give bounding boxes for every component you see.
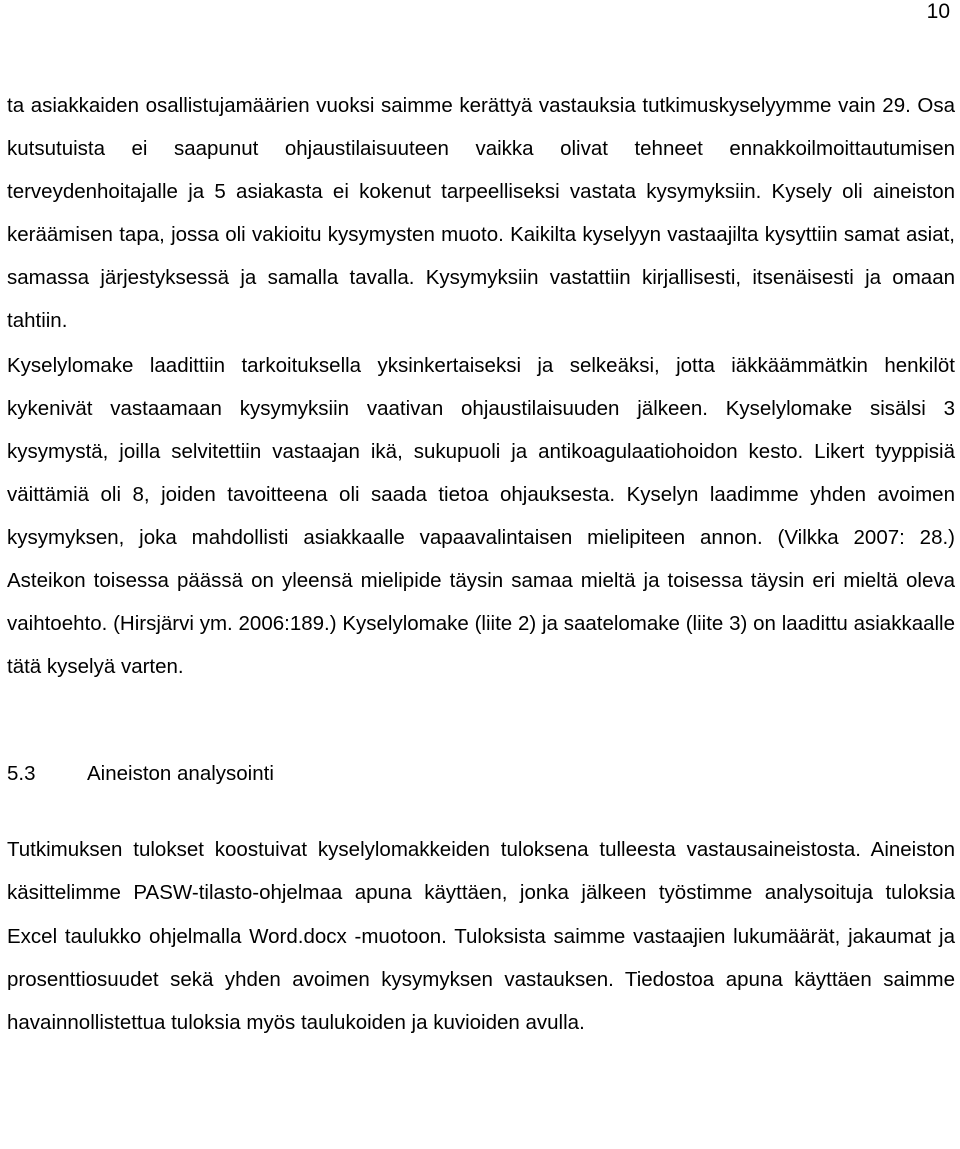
paragraph-analysis: Tutkimuksen tulokset koostuivat kyselylomakkeiden tuloksena tulleesta vastausaineistosta. Aineiston käsittelimme PASW-tilasto-ohjelmaa apuna käyttäen, jonka jälkeen työstimme analysoituja tuloksia Excel taulukko ohjelmalla Word.docx -muotoon. Tuloksista saimme vastaajien lukumäärät, jakaumat ja prosenttiosuudet sekä yhden avoimen kysymyksen vastauksen. Tiedostoa apuna käyttäen saimme havainnollistettua tuloksia myös taulukoiden ja kuvioiden avulla.	[7, 838, 955, 1034]
document-body	[7, 84, 955, 1044]
paragraph-response-count: ta asiakkaiden osallistujamäärien vuoksi saimme kerättyä vastauksia tutkimuskyselyymme vain 29. Osa kutsutuista ei saapunut ohjaustilaisuuteen vaikka olivat tehneet ennakkoilmoittautumisen terveydenhoitajalle ja 5 asiakasta ei kokenut tarpeelliseksi vastata kysymyksiin. Kysely oli aineiston keräämisen tapa, jossa oli vakioitu kysymysten muoto. Kaikilta kyselyyn vastaajilta kysyttiin samat asiat, samassa järjestyksessä ja samalla tavalla. Kysymyksiin vastattiin kirjallisesti, itsenäisesti ja omaan tahtiin.	[7, 94, 955, 333]
section-number: 5.3	[7, 762, 36, 786]
paragraph-questionnaire: Kyselylomake laadittiin tarkoituksella yksinkertaiseksi ja selkeäksi, jotta iäkkäämmätkin henkilöt kykenivät vastaamaan kysymyksiin vaativan ohjaustilaisuuden jälkeen. Kyselylomake sisälsi 3 kysymystä, joilla selvitettiin vastaajan ikä, sukupuoli ja antikoagulaatiohoidon kesto. Likert tyyppisiä väittämiä oli 8, joiden tavoitteena oli saada tietoa ohjauksesta. Kyselyn laadimme yhden avoimen kysymyksen, joka mahdollisti asiakkaalle vapaavalintaisen mielipiteen annon. (Vilkka 2007: 28.) Asteikon toisessa päässä on yleensä mielipide täysin samaa mieltä ja toisessa täysin eri mieltä oleva vaihtoehto. (Hirsjärvi ym. 2006:189.) Kyselylomake (liite 2) ja saatelomake (liite 3) on laadittu asiakkaalle tätä kyselyä varten.	[7, 353, 955, 679]
section-title: Aineiston analysointi	[87, 762, 274, 786]
page-number: 10	[926, 0, 950, 23]
section-heading	[7, 752, 955, 795]
